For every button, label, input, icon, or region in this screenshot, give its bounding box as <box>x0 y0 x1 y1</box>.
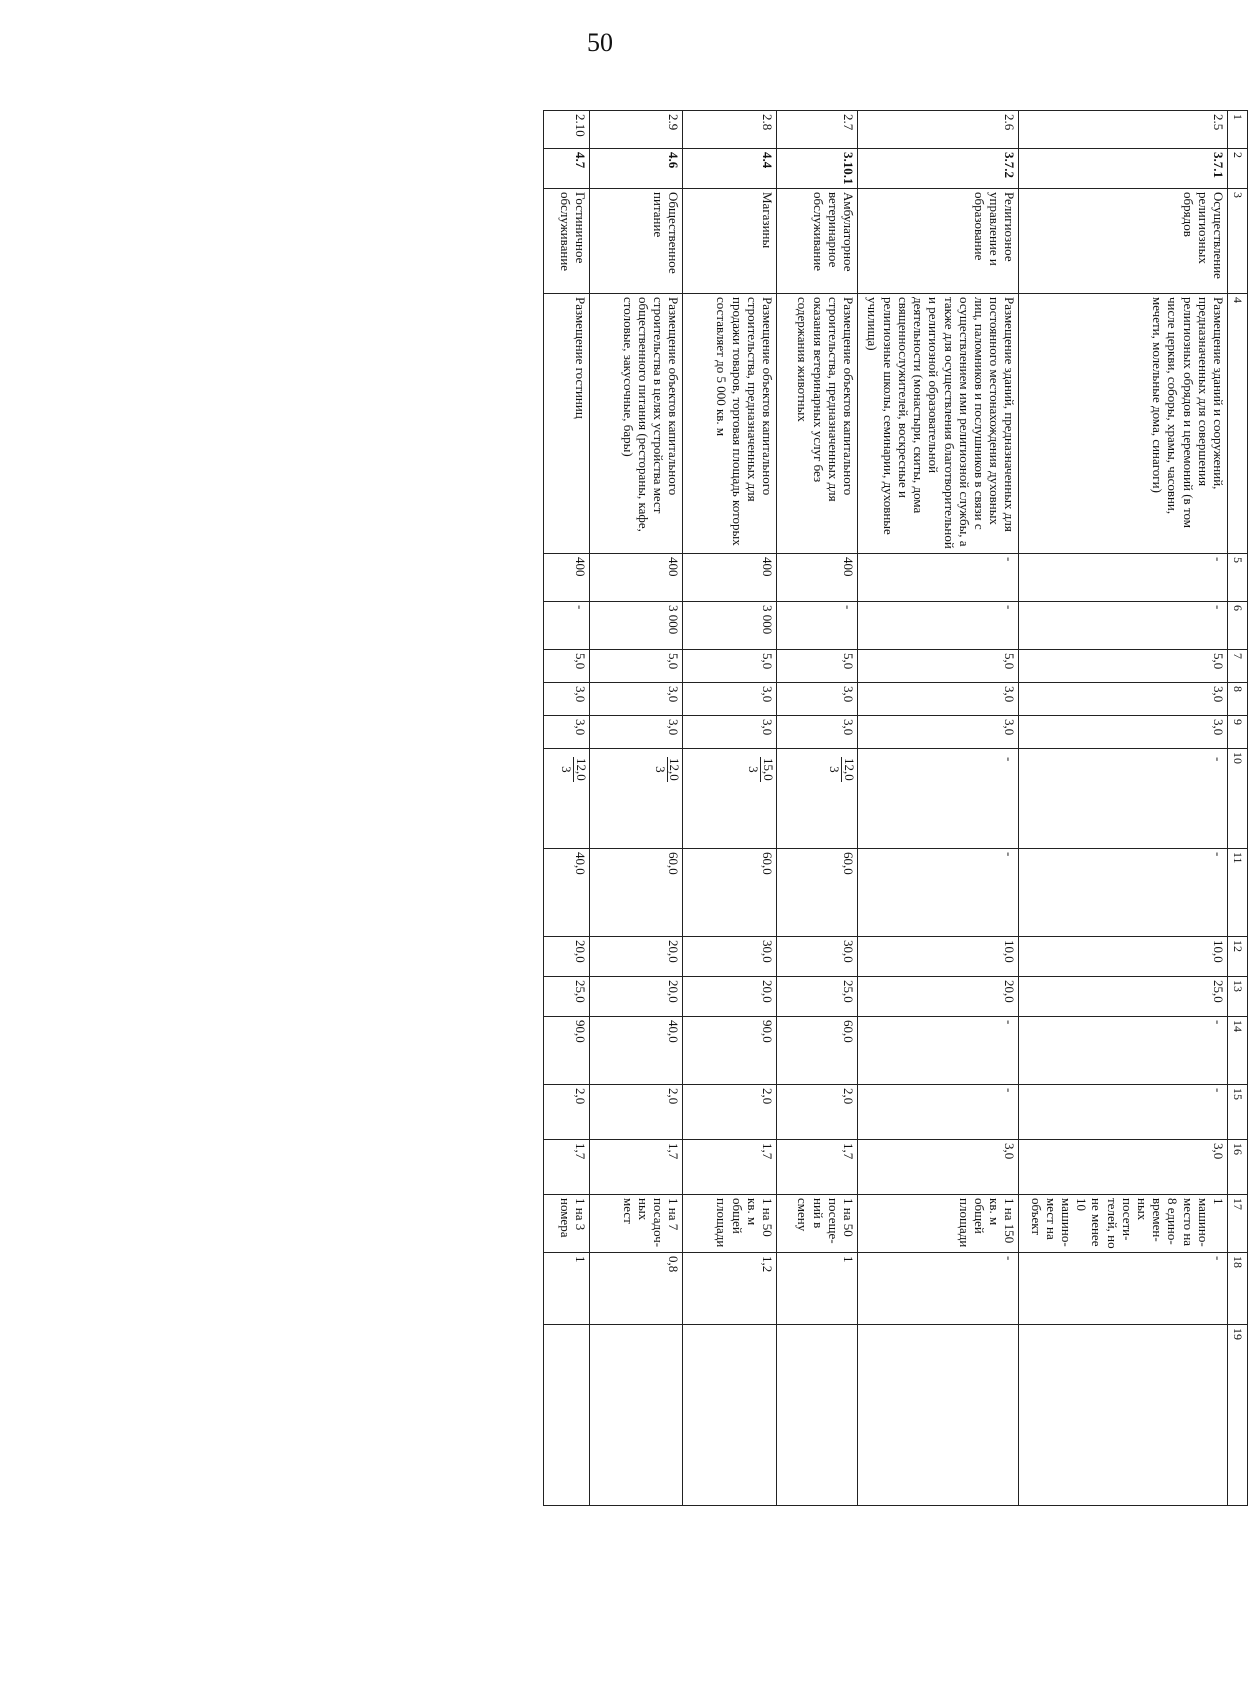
cell-description: Размещение объектов капитального строительства, предназначенных для оказания ветеринарных услуг без содержания животных <box>776 294 857 554</box>
cell-col-12: 30,0 <box>776 937 857 977</box>
table-row <box>776 111 857 1506</box>
table-row <box>1019 111 1228 1506</box>
cell-description: Размещение зданий, предназначенных для постоянного местонахождения духовных лиц, паломников и послушников в связи с осуществлением ими религиозной службы, а также для осуществления благотворительной и религиозной образовательной деятельности (монастыри, скиты, дома священнослужителей, воскресные и религиозные школы, семинарии, духовные училища) <box>858 294 1019 554</box>
cell-col-10 <box>589 749 683 849</box>
header-col-14: 14 <box>1228 1017 1248 1085</box>
cell-col-7: 5,0 <box>858 650 1019 683</box>
cell-col-14: - <box>858 1017 1019 1085</box>
cell-col-14: 40,0 <box>589 1017 683 1085</box>
cell-col-11: 60,0 <box>589 849 683 937</box>
cell-col-10 <box>683 749 777 849</box>
cell-col-7: 5,0 <box>544 650 590 683</box>
cell-use-type: Религиозное управление и образование <box>858 189 1019 294</box>
cell-col-13: 20,0 <box>858 977 1019 1017</box>
table-row <box>544 111 590 1506</box>
cell-col-5: - <box>858 554 1019 602</box>
cell-number: 2.5 <box>1019 111 1228 149</box>
cell-col-7: 5,0 <box>589 650 683 683</box>
cell-col-18: - <box>858 1253 1019 1325</box>
cell-col-16: 1,7 <box>776 1140 857 1195</box>
cell-col-12: 30,0 <box>683 937 777 977</box>
table-row <box>858 111 1019 1506</box>
cell-col-5: - <box>1019 554 1228 602</box>
cell-col-8: 3,0 <box>858 683 1019 716</box>
header-col-6: 6 <box>1228 602 1248 650</box>
cell-col-11: - <box>1019 849 1228 937</box>
header-col-12: 12 <box>1228 937 1248 977</box>
cell-col-15: - <box>858 1085 1019 1140</box>
cell-col-18: 1 <box>776 1253 857 1325</box>
cell-col-16: 1,7 <box>589 1140 683 1195</box>
header-col-9: 9 <box>1228 716 1248 749</box>
cell-col-18: 1,2 <box>683 1253 777 1325</box>
cell-code: 4.7 <box>544 149 590 189</box>
header-col-5: 5 <box>1228 554 1248 602</box>
cell-parking-norm: 1 на 7 посадоч-ных мест <box>589 1195 683 1253</box>
fraction <box>560 757 588 782</box>
header-col-18: 18 <box>1228 1253 1248 1325</box>
page-number: 50 <box>587 28 613 57</box>
cell-col-12: 10,0 <box>1019 937 1228 977</box>
cell-col-13: 20,0 <box>683 977 777 1017</box>
cell-col-6: 3 000 <box>589 602 683 650</box>
cell-col-11: - <box>858 849 1019 937</box>
cell-col-12: 20,0 <box>544 937 590 977</box>
cell-col-6: - <box>1019 602 1228 650</box>
header-col-16: 16 <box>1228 1140 1248 1195</box>
cell-col-14: 60,0 <box>776 1017 857 1085</box>
cell-col-10-value: - <box>1211 757 1226 762</box>
cell-code: 3.7.1 <box>1019 149 1228 189</box>
cell-col-7: 5,0 <box>1019 650 1228 683</box>
cell-col-14: - <box>1019 1017 1228 1085</box>
cell-col-15: 2,0 <box>589 1085 683 1140</box>
cell-col-9: 3,0 <box>544 716 590 749</box>
cell-col-13: 20,0 <box>589 977 683 1017</box>
table-row <box>683 111 777 1506</box>
cell-col-6: - <box>858 602 1019 650</box>
cell-col-16: 3,0 <box>858 1140 1019 1195</box>
cell-description: Размещение объектов капитального строительства в целях устройства мест общественного питания (рестораны, кафе, столовые, закусочные, бары) <box>589 294 683 554</box>
cell-col-15: 2,0 <box>544 1085 590 1140</box>
cell-use-type: Общественное питание <box>589 189 683 294</box>
cell-col-7: 5,0 <box>776 650 857 683</box>
cell-col-11: 60,0 <box>776 849 857 937</box>
cell-col-12: 20,0 <box>589 937 683 977</box>
cell-col-13: 25,0 <box>1019 977 1228 1017</box>
cell-col-19 <box>1019 1325 1228 1506</box>
cell-col-9: 3,0 <box>589 716 683 749</box>
cell-col-14: 90,0 <box>544 1017 590 1085</box>
cell-col-19 <box>544 1325 590 1506</box>
cell-col-5: 400 <box>544 554 590 602</box>
cell-col-19 <box>683 1325 777 1506</box>
fraction-numerator: 12,0 <box>667 758 683 781</box>
cell-col-18: - <box>1019 1253 1228 1325</box>
fraction-denominator: 3 <box>559 766 575 773</box>
cell-use-type: Гостиничное обслуживание <box>544 189 590 294</box>
land-use-table <box>543 110 1248 1506</box>
cell-description: Размещение зданий и сооружений, предназначенных для совершения религиозных обрядов и церемоний (в том числе церкви, соборы, храмы, часовни, мечети, молельные дома, синагоги) <box>1019 294 1228 554</box>
header-col-4: 4 <box>1228 294 1248 554</box>
cell-col-9: 3,0 <box>858 716 1019 749</box>
cell-col-6: - <box>544 602 590 650</box>
cell-col-15: - <box>1019 1085 1228 1140</box>
cell-col-15: 2,0 <box>776 1085 857 1140</box>
cell-col-8: 3,0 <box>589 683 683 716</box>
cell-col-10 <box>1019 749 1228 849</box>
cell-col-5: 400 <box>589 554 683 602</box>
header-col-13: 13 <box>1228 977 1248 1017</box>
cell-code: 3.10.1 <box>776 149 857 189</box>
cell-col-7: 5,0 <box>683 650 777 683</box>
cell-col-19 <box>776 1325 857 1506</box>
cell-col-11: 60,0 <box>683 849 777 937</box>
cell-parking-norm: 1 на 50 посеще-ний в смену <box>776 1195 857 1253</box>
cell-col-8: 3,0 <box>1019 683 1228 716</box>
cell-col-9: 3,0 <box>683 716 777 749</box>
fraction-denominator: 3 <box>652 766 668 773</box>
cell-col-10-value: - <box>1002 757 1018 762</box>
cell-col-10 <box>858 749 1019 849</box>
cell-col-6: 3 000 <box>683 602 777 650</box>
cell-col-8: 3,0 <box>544 683 590 716</box>
header-col-2: 2 <box>1228 149 1248 189</box>
cell-col-19 <box>589 1325 683 1506</box>
fraction-denominator: 3 <box>827 766 843 773</box>
column-number-header <box>1228 111 1248 1506</box>
fraction-numerator: 15,0 <box>760 758 776 781</box>
cell-col-10 <box>544 749 590 849</box>
cell-parking-norm: 1 на 150 кв. м общей площади <box>858 1195 1019 1253</box>
fraction <box>747 757 775 782</box>
cell-col-11: 40,0 <box>544 849 590 937</box>
cell-col-13: 25,0 <box>776 977 857 1017</box>
header-col-19: 19 <box>1228 1325 1248 1506</box>
cell-col-14: 90,0 <box>683 1017 777 1085</box>
cell-col-16: 1,7 <box>683 1140 777 1195</box>
cell-parking-norm: 1 на 50 кв. м общей площади <box>683 1195 777 1253</box>
cell-parking-norm: 1 машино-место на 8 едино-времен-ных посети-телей, но не менее 10 машино-мест на объект <box>1019 1195 1228 1253</box>
header-col-3: 3 <box>1228 189 1248 294</box>
cell-code: 4.6 <box>589 149 683 189</box>
cell-col-12: 10,0 <box>858 937 1019 977</box>
cell-description: Размещение объектов капитального строительства, предназначенных для продажи товаров, торговая площадь которых составляет до 5 000 кв. м <box>683 294 777 554</box>
rotated-table-container <box>543 110 1248 1505</box>
header-col-8: 8 <box>1228 683 1248 716</box>
fraction <box>828 757 856 782</box>
cell-parking-norm: 1 на 3 номера <box>544 1195 590 1253</box>
cell-description: Размещение гостиниц <box>544 294 590 554</box>
cell-number: 2.9 <box>589 111 683 149</box>
cell-use-type: Амбулаторное ветеринарное обслуживание <box>776 189 857 294</box>
cell-col-18: 1 <box>544 1253 590 1325</box>
cell-number: 2.8 <box>683 111 777 149</box>
cell-col-18: 0,8 <box>589 1253 683 1325</box>
cell-number: 2.10 <box>544 111 590 149</box>
table-row <box>589 111 683 1506</box>
fraction-numerator: 12,0 <box>573 758 589 781</box>
cell-col-19 <box>858 1325 1019 1506</box>
header-col-15: 15 <box>1228 1085 1248 1140</box>
cell-col-5: 400 <box>776 554 857 602</box>
fraction-numerator: 12,0 <box>842 758 858 781</box>
cell-number: 2.6 <box>858 111 1019 149</box>
cell-code: 3.7.2 <box>858 149 1019 189</box>
cell-col-9: 3,0 <box>1019 716 1228 749</box>
cell-number: 2.7 <box>776 111 857 149</box>
cell-use-type: Осуществление религиозных обрядов <box>1019 189 1228 294</box>
cell-col-9: 3,0 <box>776 716 857 749</box>
cell-use-type: Магазины <box>683 189 777 294</box>
cell-col-8: 3,0 <box>683 683 777 716</box>
header-col-17: 17 <box>1228 1195 1248 1253</box>
header-col-7: 7 <box>1228 650 1248 683</box>
cell-col-5: 400 <box>683 554 777 602</box>
header-col-10: 10 <box>1228 749 1248 849</box>
cell-col-16: 3,0 <box>1019 1140 1228 1195</box>
cell-col-6: - <box>776 602 857 650</box>
header-col-1: 1 <box>1228 111 1248 149</box>
cell-col-10 <box>776 749 857 849</box>
cell-col-16: 1,7 <box>544 1140 590 1195</box>
header-col-11: 11 <box>1228 849 1248 937</box>
cell-col-8: 3,0 <box>776 683 857 716</box>
cell-col-13: 25,0 <box>544 977 590 1017</box>
fraction <box>653 757 681 782</box>
cell-col-15: 2,0 <box>683 1085 777 1140</box>
cell-code: 4.4 <box>683 149 777 189</box>
fraction-denominator: 3 <box>746 766 762 773</box>
